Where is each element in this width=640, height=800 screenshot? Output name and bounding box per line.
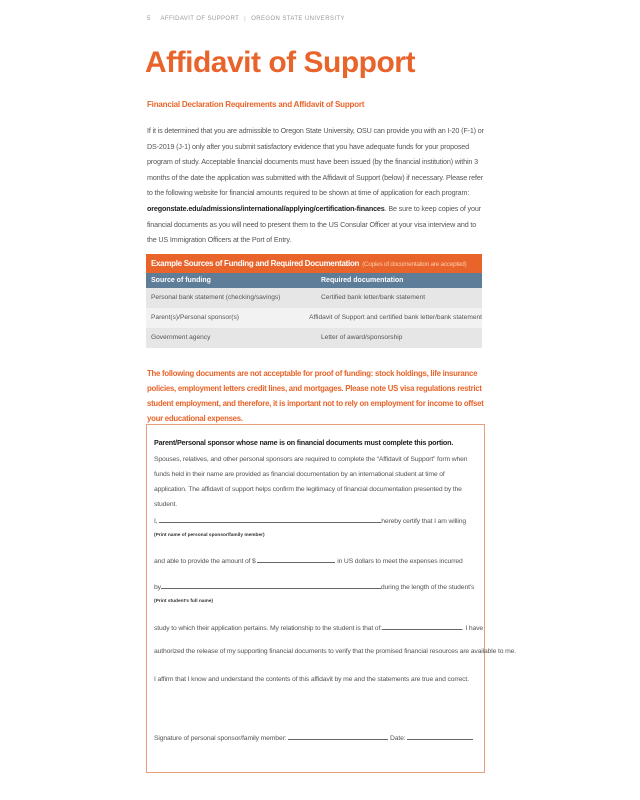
running-header: [147, 16, 345, 22]
table-title: [146, 254, 482, 273]
form-intro: Spouses, relatives, and other personal sponsors are required to complete the “Affidavit of Support” form when funds held in their name are provided as financial documentation by an international student at time of application. The affidavit of support helps confirm the legitimacy of financial documentation presented by the student.: [154, 456, 468, 508]
sponsor-name-field[interactable]: [159, 515, 381, 523]
table-header-source: Source of funding: [151, 277, 211, 284]
date-label: Date:: [389, 735, 406, 742]
authorization-line: authorized the release of my supporting financial documents to verify that the promised financial resources are available to me.: [154, 648, 517, 655]
line2-prefix: and able to provide the amount of $: [154, 558, 256, 565]
table-row: [146, 288, 482, 308]
finances-link[interactable]: oregonstate.edu/admissions/international/applying/certification-finances: [147, 203, 385, 213]
line3-suffix: during the length of the student’s: [380, 584, 475, 591]
page-number: 5: [147, 16, 151, 22]
section-subtitle: Financial Declaration Requirements and Affidavit of Support: [147, 100, 365, 109]
amount-field[interactable]: [257, 555, 335, 563]
affidavit-form: [146, 424, 517, 773]
form-heading: Parent/Personal sponsor whose name is on financial documents must complete this portion.: [154, 438, 454, 447]
student-name-caption: (Print student’s full name): [154, 599, 213, 604]
student-name-line: [154, 581, 479, 591]
table-cell-source: Government agency: [151, 334, 211, 341]
signature-line: [154, 732, 479, 742]
table-title-text: Example Sources of Funding and Required Documentation: [151, 259, 360, 268]
affirmation-line: I affirm that I know and understand the contents of this affidavit by me and the statements are true and correct.: [154, 676, 469, 683]
amount-line: [154, 555, 479, 565]
intro-paragraph: [147, 123, 487, 248]
table-row: [146, 328, 482, 348]
table-cell-documentation: Affidavit of Support and certified bank letter/bank statement: [309, 314, 482, 321]
table-cell-documentation: Certified bank letter/bank statement: [321, 294, 426, 301]
header-university: OREGON STATE UNIVERSITY: [251, 16, 345, 22]
signature-field[interactable]: [288, 732, 388, 740]
table-header-documentation: Required documentation: [321, 277, 404, 284]
line1-suffix: hereby certify that I am willing: [381, 518, 466, 525]
table-cell-source: Parent(s)/Personal sponsor(s): [151, 314, 239, 321]
line2-suffix: in US dollars to meet the expenses incurred: [337, 558, 463, 565]
page-title: Affidavit of Support: [145, 46, 415, 79]
line1-prefix: I,: [154, 518, 158, 525]
header-section: AFFIDAVIT OF SUPPORT: [160, 16, 240, 22]
table-cell-documentation: Letter of award/sponsorship: [321, 334, 403, 341]
relationship-field[interactable]: [382, 622, 462, 630]
table-title-note: (Copies of documentation are accepted): [362, 261, 467, 268]
table-cell-source: Personal bank statement (checking/savings): [151, 294, 281, 301]
date-field[interactable]: [407, 732, 473, 740]
funding-table: [146, 254, 482, 348]
sponsor-name-line: [154, 515, 479, 525]
student-name-field[interactable]: [161, 581, 381, 589]
table-row: [146, 308, 482, 328]
line4-prefix: study to which their application pertains. My relationship to the student is that of:: [154, 625, 382, 632]
sponsor-name-caption: (Print name of personal sponsor/family member): [154, 533, 265, 538]
intro-text-2: . Be sure to keep copies of your financial documents as you will need to present them to the US Consular Officer at your visa interview and to the US Immigration Officers at the Port of Entry.: [147, 203, 481, 245]
line4-suffix: . I have: [461, 625, 484, 632]
header-separator: |: [244, 16, 247, 22]
relationship-line: [154, 622, 484, 632]
table-header-row: [146, 273, 482, 288]
signature-label: Signature of personal sponsor/family member:: [154, 735, 287, 742]
unacceptable-documents-warning: The following documents are not acceptable for proof of funding: stock holdings, life insurance policies, employment letters credit lines, and mortgages. Please note US visa regulations restrict student employment, and therefore, it is important not to rely on employment for income to offset your educational expenses.: [147, 369, 484, 423]
intro-text-1: If it is determined that you are admissible to Oregon State University, OSU can provide you with an I-20 (F-1) or DS-2019 (J-1) only after you submit satisfactory evidence that you have adequate funds for your proposed program of study. Acceptable financial documents must have been issued (by the financial institution) within 3 months of the date the application was submitted with the Affidavit of Support (below) if necessary. Please refer to the following website for financial amounts required to be shown at time of application for each program:: [147, 126, 484, 198]
line3-prefix: by: [154, 584, 161, 591]
